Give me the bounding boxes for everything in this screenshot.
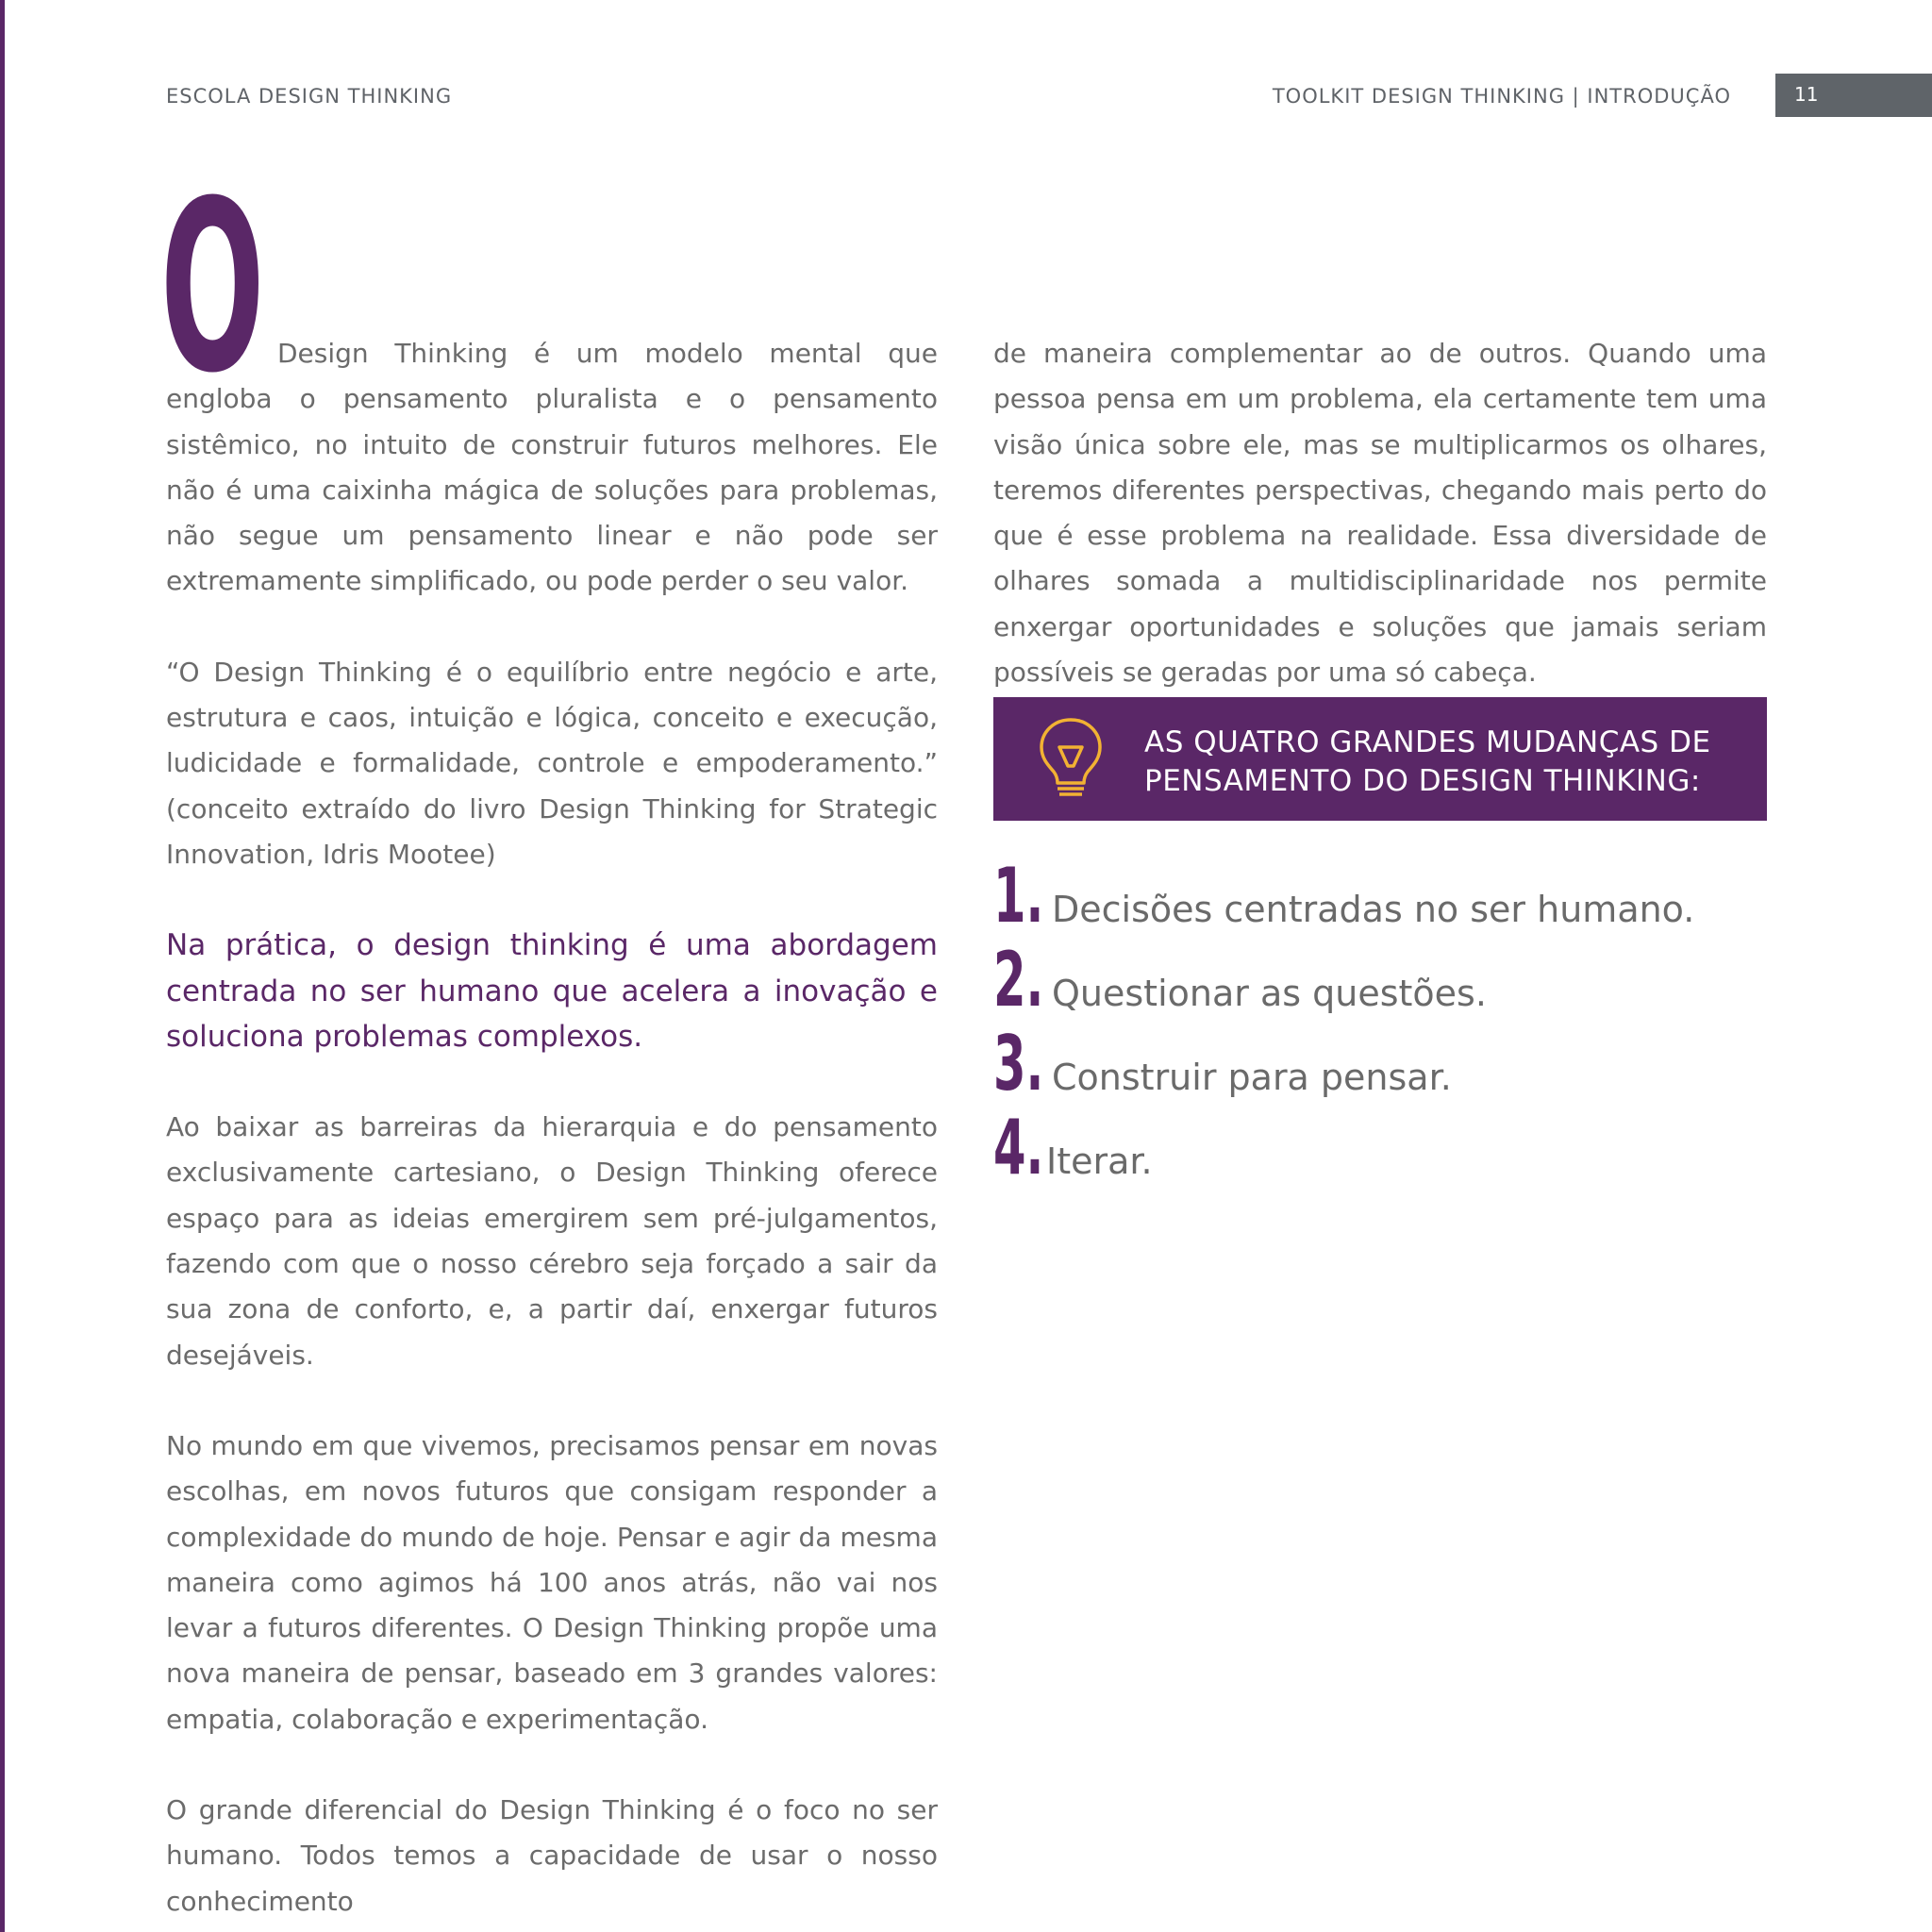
quote-paragraph: “O Design Thinking é o equilíbrio entre negócio e arte, estrutura e caos, intuição e lógica, conceito e execução, ludicidade e formalidade, controle e empoderamento.” (conceito extraído do livro Design Thinking for Strategic Innovation, Idris Mootee) — [166, 656, 938, 870]
intro-paragraph-block — [160, 150, 938, 605]
running-header-left: ESCOLA DESIGN THINKING — [166, 85, 453, 108]
banner-title-line2: PENSAMENTO DO DESIGN THINKING: — [1144, 764, 1701, 798]
left-edge-rule — [0, 0, 5, 1932]
highlight-paragraph: Na prática, o design thinking é uma abordagem centrada no ser humano que acelera a inovação e soluciona problemas complexos. — [166, 928, 938, 1054]
list-item-number: 2. — [993, 936, 1044, 1024]
body-paragraph-3: Ao baixar as barreiras da hierarquia e do pensamento exclusivamente cartesiano, o Design Thinking oferece espaço para as ideias emergirem sem pré-julgamentos, fazendo com que o nosso cérebro seja forçado a sair da sua zona de conforto, e, a partir daí, enxergar futuros desejáveis. — [166, 1111, 938, 1371]
list-item-number: 4. — [993, 1104, 1044, 1191]
list-item-number: 1. — [993, 852, 1044, 940]
shifts-banner — [993, 697, 1767, 821]
list-item-text: Iterar. — [1046, 1141, 1153, 1182]
right-paragraph: de maneira complementar ao de outros. Quando uma pessoa pensa em um problema, ela certamente tem uma visão única sobre ele, mas se multiplicarmos os olhares, teremos diferentes perspectivas, chegando mais perto do que é esse problema na realidade. Essa diversidade de olhares somada a multidisciplinaridade nos permite enxergar oportunidades e soluções que jamais seriam possíveis se geradas por uma só cabeça. — [993, 338, 1767, 689]
banner-title — [1144, 724, 1711, 801]
body-paragraph-4: No mundo em que vivemos, precisamos pensar em novas escolhas, em novos futuros que consigam responder a complexidade do mundo de hoje. Pensar e agir da mesma maneira como agimos há 100 anos atrás, não vai nos levar a futuros diferentes. O Design Thinking propõe uma nova maneira de pensar, baseado em 3 grandes valores: empatia, colaboração e experimentação. — [166, 1429, 938, 1735]
lightbulb-icon — [1037, 716, 1105, 801]
banner-title-line1: AS QUATRO GRANDES MUDANÇAS DE — [1144, 725, 1711, 759]
drop-cap: O — [160, 150, 265, 425]
list-item-text: Decisões centradas no ser humano. — [1052, 889, 1695, 930]
running-header-right: TOOLKIT DESIGN THINKING | INTRODUÇÃO — [1272, 85, 1731, 108]
page-number: 11 — [1794, 83, 1819, 106]
list-item-text: Questionar as questões. — [1052, 973, 1487, 1014]
list-item-text: Construir para pensar. — [1052, 1057, 1452, 1098]
page-number-tab — [1775, 74, 1932, 117]
right-column — [993, 331, 1767, 695]
intro-paragraph: Design Thinking é um modelo mental que engloba o pensamento pluralista e o pensamento sistêmico, no intuito de construir futuros melhores. Ele não é uma caixinha mágica de soluções para problemas, não segue um pensamento linear e não pode ser extremamente simplificado, ou pode perder o seu valor. — [166, 338, 938, 597]
left-column — [160, 150, 938, 1924]
list-item-number: 3. — [993, 1020, 1044, 1108]
body-paragraph-5: O grande diferencial do Design Thinking é o foco no ser humano. Todos temos a capacidade de usar o nosso conhecimento — [166, 1794, 938, 1917]
